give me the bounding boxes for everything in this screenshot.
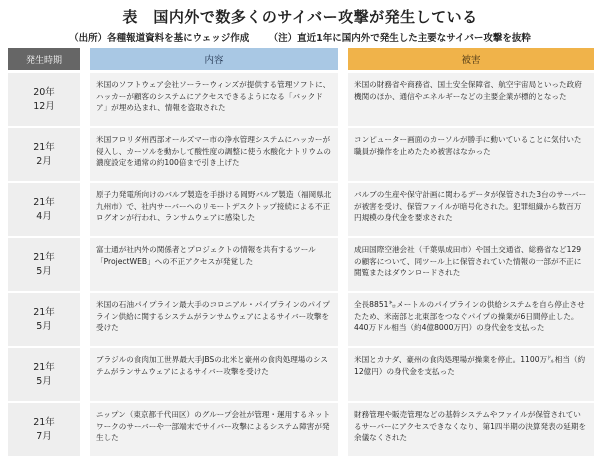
period-year: 21年 bbox=[33, 306, 55, 318]
content-cell: 米国フロリダ州西部オールズマー市の浄水管理システムにハッカーが侵入し、カーソルを動かして酸性度の調整に使う水酸化ナトリウムの濃度設定を通常の約100倍まで引き上げた bbox=[90, 128, 338, 181]
table-row bbox=[8, 183, 594, 236]
content-cell: ブラジルの食肉加工世界最大手JBSの北米と豪州の食肉処理場のシステムがランサムウェアによるサイバー攻撃を受けた bbox=[90, 348, 338, 401]
footnote: （注）直近1年に国内外で発生した主要なサイバー攻撃を抜粋 bbox=[268, 33, 531, 44]
damage-cell: 全長8851㌔メートルのパイプラインの供給システムを自ら停止させたため、米南部と北東部をつなぐパイプの操業が6日間停止した。440万ドル相当（約4億8000万円）の身代金を支払った bbox=[348, 293, 594, 346]
period-month: 12月 bbox=[33, 100, 55, 112]
source-note: （出所）各種報道資料を基にウェッジ作成 bbox=[69, 33, 250, 44]
damage-cell: 成田国際空港会社（千葉県成田市）や国土交通省、総務省など129の顧客について、同ツール上に保管されていた情報の一部が不正に閲覧またはダウンロードされた bbox=[348, 238, 594, 291]
damage-cell: バルブの生産や保守計画に関わるデータが保管された3台のサーバーが被害を受け、保管ファイルが暗号化された。犯罪組織から数百万円規模の身代金を要求された bbox=[348, 183, 594, 236]
period-year: 21年 bbox=[33, 361, 55, 373]
damage-cell: 財務管理や販売管理などの基幹システムやファイルが保管されているサーバーにアクセスできなくなり、第1四半期の決算発表の延期を余儀なくされた bbox=[348, 403, 594, 456]
damage-cell: 米国の財務省や商務省、国土安全保障省、航空宇宙局といった政府機関のほか、通信やエネルギーなどの主要企業が標的となった bbox=[348, 73, 594, 126]
period-cell bbox=[8, 348, 80, 401]
period-year: 21年 bbox=[33, 141, 55, 153]
header-period: 発生時期 bbox=[8, 48, 80, 70]
content-cell: ニップン（東京都千代田区）のグループ会社が管理・運用するネットワークのサーバーや一部端末でサイバー攻撃によるシステム障害が発生した bbox=[90, 403, 338, 456]
period-month: 7月 bbox=[36, 430, 52, 442]
period-year: 21年 bbox=[33, 196, 55, 208]
period-month: 5月 bbox=[36, 265, 52, 277]
period-cell bbox=[8, 183, 80, 236]
content-cell: 原子力発電所向けのバルブ製造を手掛ける岡野バルブ製造（福岡県北九州市）で、社内サーバーへのリモートデスクトップ接続による不正ログオンが行われ、ランサムウェアに感染した bbox=[90, 183, 338, 236]
period-month: 4月 bbox=[36, 210, 52, 222]
table-header bbox=[8, 48, 594, 70]
table-row bbox=[8, 128, 594, 181]
content-cell: 米国のソフトウェア会社ソーラーウィンズが提供する管理ソフトに、ハッカーが顧客のシステムにアクセスできるようになる「バックドア」が埋め込まれ、情報を盗取された bbox=[90, 73, 338, 126]
period-month: 5月 bbox=[36, 375, 52, 387]
table-row bbox=[8, 73, 594, 126]
table-row bbox=[8, 348, 594, 401]
content-cell: 米国の石油パイプライン最大手のコロニアル・パイプラインのパイプライン供給に関するシステムがランサムウェアによるサイバー攻撃を受けた bbox=[90, 293, 338, 346]
period-cell bbox=[8, 73, 80, 126]
table-row bbox=[8, 403, 594, 456]
period-year: 21年 bbox=[33, 416, 55, 428]
attack-table bbox=[8, 48, 594, 458]
period-cell bbox=[8, 128, 80, 181]
header-damage: 被害 bbox=[348, 48, 594, 70]
period-year: 20年 bbox=[33, 86, 55, 98]
period-month: 5月 bbox=[36, 320, 52, 332]
period-cell bbox=[8, 238, 80, 291]
table-row bbox=[8, 238, 594, 291]
period-cell bbox=[8, 403, 80, 456]
damage-cell: コンピューター画面のカーソルが勝手に動いていることに気付いた職員が操作を止めたため被害はなかった bbox=[348, 128, 594, 181]
subtitle bbox=[0, 30, 600, 44]
period-cell bbox=[8, 293, 80, 346]
period-month: 2月 bbox=[36, 155, 52, 167]
header-content: 内容 bbox=[90, 48, 338, 70]
content-cell: 富士通が社内外の関係者とプロジェクトの情報を共有するツール「ProjectWEB」への不正アクセスが発覚した bbox=[90, 238, 338, 291]
period-year: 21年 bbox=[33, 251, 55, 263]
damage-cell: 米国とカナダ、豪州の食肉処理場が操業を停止。1100万㌦相当（約12億円）の身代金を支払った bbox=[348, 348, 594, 401]
table-row bbox=[8, 293, 594, 346]
page-title: 表 国内外で数多くのサイバー攻撃が発生している bbox=[122, 8, 478, 26]
